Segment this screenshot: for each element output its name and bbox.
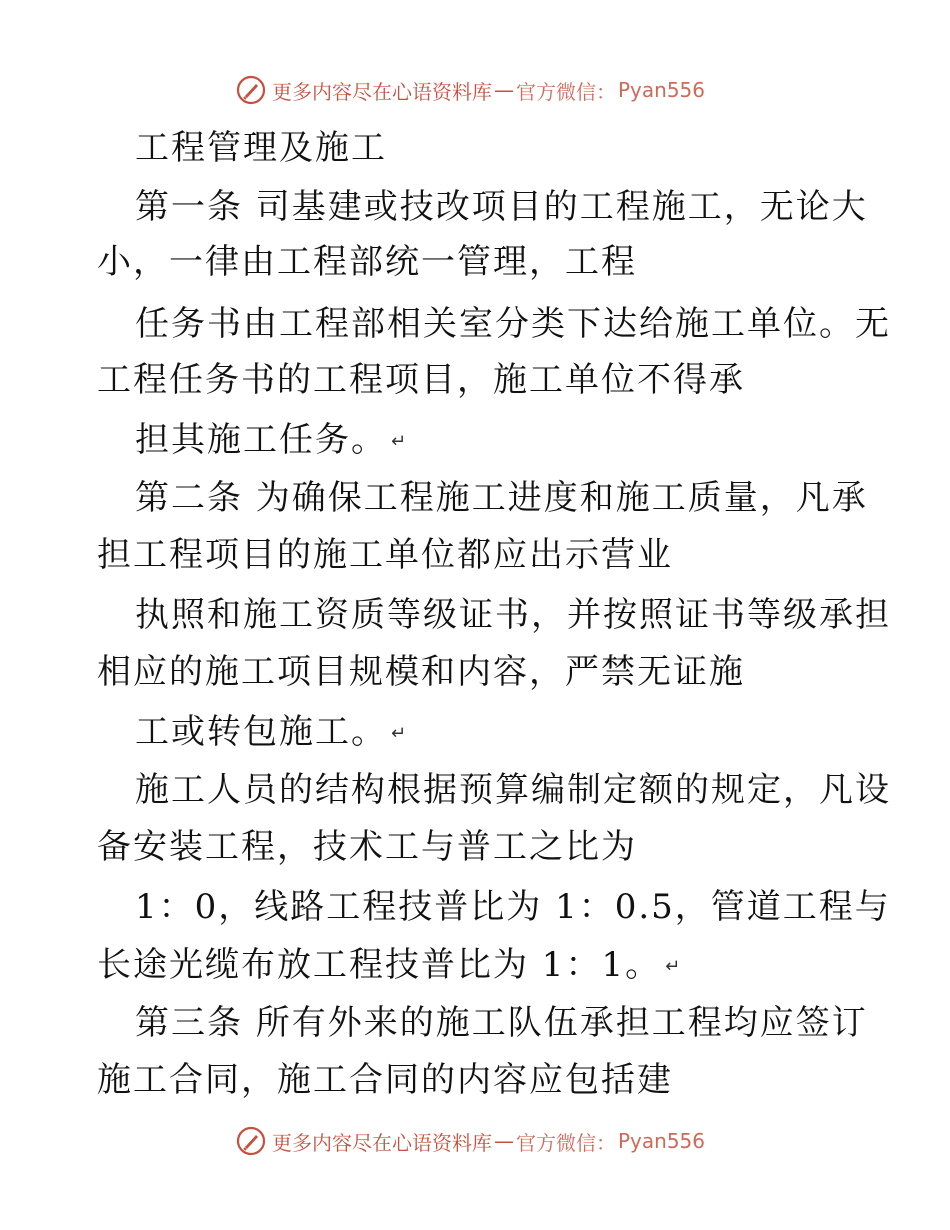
- line-text: 工程任务书的工程项目，施工单位不得承: [97, 360, 745, 400]
- line-text: 长途光缆布放工程技普比为 1：1。: [97, 945, 662, 985]
- line-text: 施工人员的结构根据预算编制定额的规定，凡设: [135, 770, 891, 810]
- line-text: 担其施工任务。: [135, 420, 387, 460]
- watermark-text: 更多内容尽在心语资料库: [272, 79, 492, 104]
- paragraph-mark-icon: ↵: [391, 431, 407, 452]
- watermark-separator: —: [494, 1129, 514, 1153]
- line-text: 任务书由工程部相关室分类下达给施工单位。无: [135, 304, 891, 344]
- watermark-separator: —: [494, 78, 514, 102]
- paragraph-line: [135, 478, 868, 518]
- line-text: 备安装工程，技术工与普工之比为: [97, 827, 637, 867]
- paragraph-line: [135, 1003, 868, 1043]
- paragraph-mark-icon: ↵: [391, 723, 407, 744]
- watermark-wechat-label: 官方微信：: [516, 79, 616, 104]
- paragraph-line: [97, 945, 680, 987]
- paragraph-line: [135, 187, 868, 227]
- paragraph-line: [135, 595, 891, 635]
- paragraph-line: [135, 420, 406, 462]
- paragraph-line: [135, 304, 891, 344]
- watermark-wechat-id: Pyan556: [618, 1129, 706, 1153]
- watermark-footer: [236, 1124, 705, 1158]
- paragraph-line: [97, 360, 745, 400]
- paragraph-line: [97, 535, 673, 575]
- paragraph-mark-icon: ↵: [665, 956, 681, 977]
- line-text: 担工程项目的施工单位都应出示营业: [97, 535, 673, 575]
- line-text: 小，一律由工程部统一管理，工程: [97, 242, 637, 282]
- paragraph-line: [135, 770, 891, 810]
- paragraph-line: [135, 128, 387, 168]
- line-text: 工程管理及施工: [135, 128, 387, 168]
- line-text: 工或转包施工。: [135, 712, 387, 752]
- watermark-wechat-label: 官方微信：: [516, 1130, 616, 1155]
- line-text: 执照和施工资质等级证书，并按照证书等级承担: [135, 595, 891, 635]
- paragraph-line: [97, 827, 637, 867]
- line-text: 1：0，线路工程技普比为 1：0.5，管道工程与: [135, 887, 891, 927]
- paragraph-line: [97, 1060, 673, 1100]
- line-text: 第一条 司基建或技改项目的工程施工，无论大: [135, 187, 868, 227]
- line-text: 相应的施工项目规模和内容，严禁无证施: [97, 652, 745, 692]
- watermark-text: 更多内容尽在心语资料库: [272, 1130, 492, 1155]
- paragraph-line: [135, 712, 406, 754]
- line-text: 第二条 为确保工程施工进度和施工质量，凡承: [135, 478, 868, 518]
- paragraph-line: [97, 652, 745, 692]
- paragraph-line: [135, 887, 891, 927]
- quill-logo-icon: [236, 1126, 266, 1156]
- line-text: 施工合同，施工合同的内容应包括建: [97, 1060, 673, 1100]
- line-text: 第三条 所有外来的施工队伍承担工程均应签订: [135, 1003, 868, 1043]
- paragraph-line: [97, 242, 637, 282]
- watermark-wechat-id: Pyan556: [618, 78, 706, 102]
